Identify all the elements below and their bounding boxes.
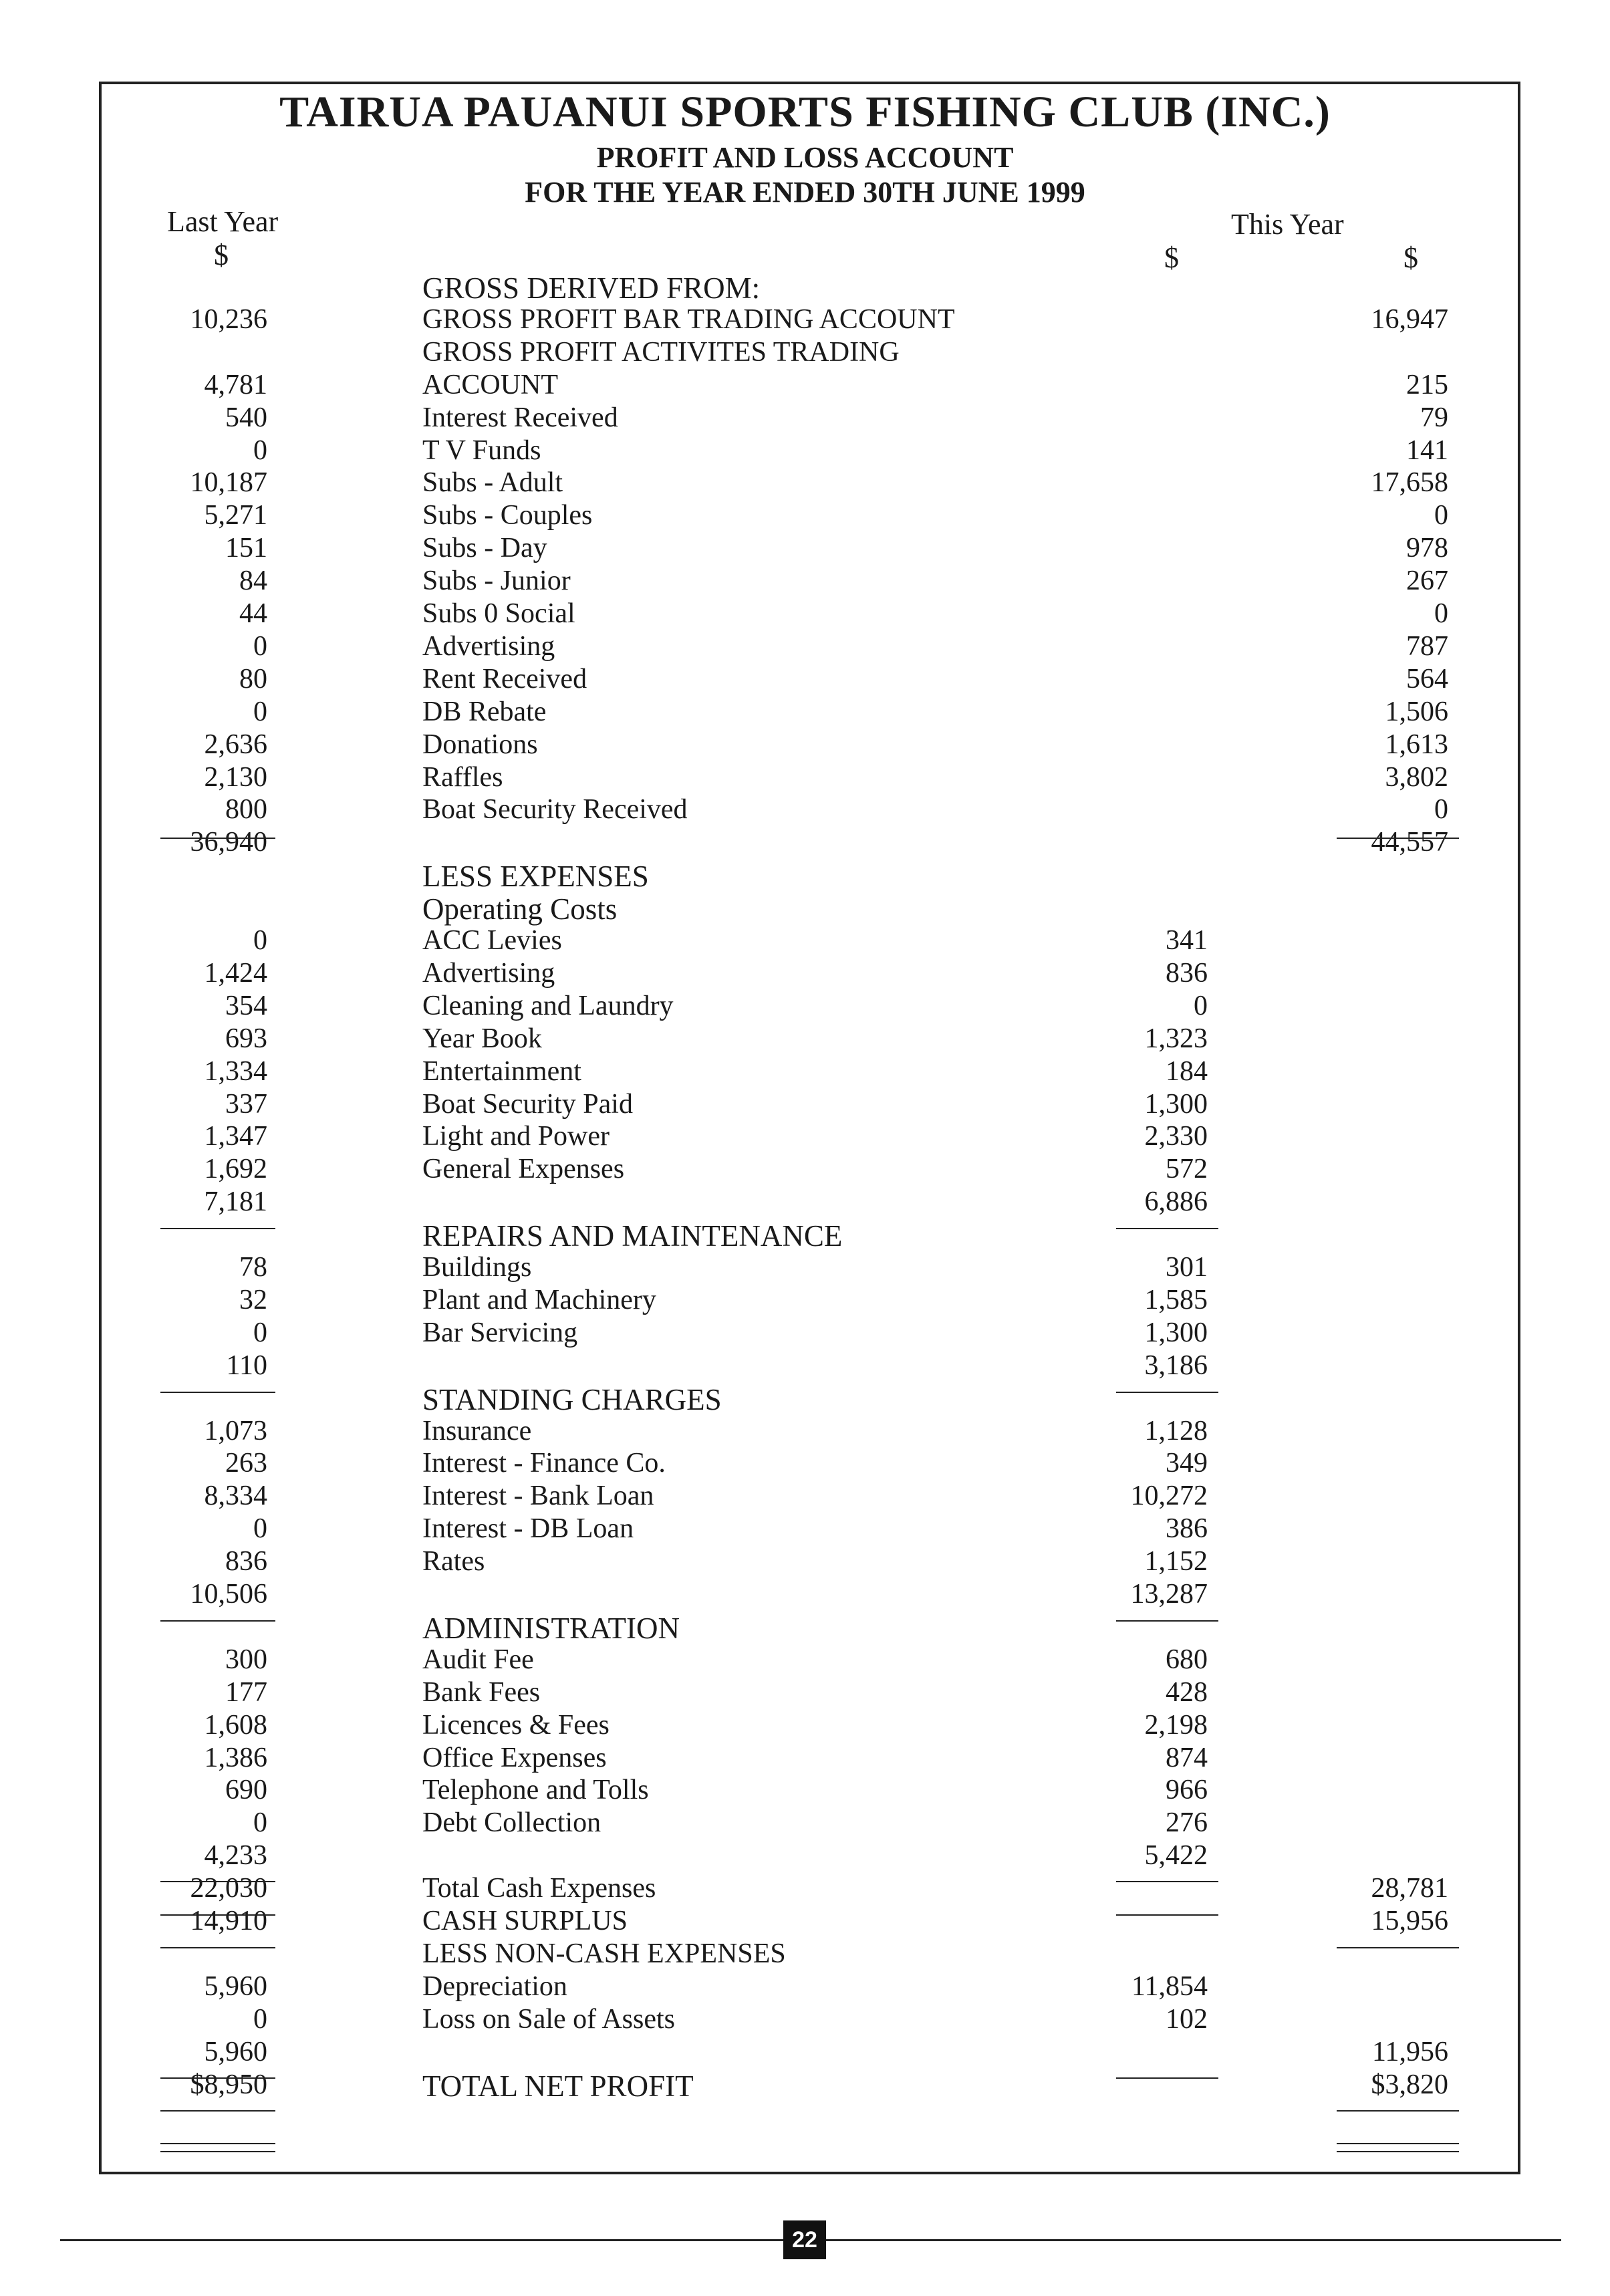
last-year-amount: 1,073: [204, 1416, 267, 1446]
rule-last-repairs: [160, 1392, 275, 1393]
rule-this-cash-surplus: [1337, 1947, 1459, 1948]
statement-row: [0, 1872, 1610, 1906]
this-year-detail-amount: 6,886: [1144, 1186, 1208, 1217]
last-year-amount: 800: [225, 794, 267, 825]
this-year-detail-amount: 1,152: [1144, 1546, 1208, 1577]
this-year-detail-amount: 572: [1166, 1154, 1208, 1184]
rule-mid-admin: [1116, 1881, 1218, 1882]
this-year-total-amount: 15,956: [1371, 1906, 1448, 1936]
line-item-label: REPAIRS AND MAINTENANCE: [422, 1219, 843, 1253]
statement-row: [0, 1905, 1610, 1938]
this-year-detail-amount: 1,128: [1144, 1416, 1208, 1446]
page-number: 22: [783, 2220, 826, 2259]
this-year-total-amount: 11,956: [1372, 2037, 1448, 2067]
last-year-amount: 151: [225, 533, 267, 563]
statement-row: [0, 729, 1610, 762]
line-item-label: Subs - Adult: [422, 467, 563, 498]
statement-row: [0, 1970, 1610, 2004]
statement-row: [0, 1611, 1610, 1644]
rule-mid-operating: [1116, 1228, 1218, 1229]
report-title: PROFIT AND LOSS ACCOUNT: [596, 141, 1014, 174]
line-item-label: Light and Power: [422, 1121, 610, 1152]
this-year-header: This Year: [1231, 208, 1344, 241]
last-year-amount: 0: [253, 1807, 267, 1838]
last-year-amount: 10,236: [190, 304, 267, 335]
line-item-label: Depreciation: [422, 1971, 567, 2002]
last-year-amount: 80: [239, 664, 267, 694]
this-year-detail-amount: 386: [1166, 1513, 1208, 1544]
statement-row: [0, 1415, 1610, 1448]
last-year-amount: 540: [225, 402, 267, 433]
rule-mid-noncash: [1116, 2077, 1218, 2079]
statement-row: [0, 1807, 1610, 1840]
statement-row: [0, 1938, 1610, 1971]
line-item-label: STANDING CHARGES: [422, 1383, 722, 1416]
this-year-total-amount: 0: [1434, 598, 1448, 629]
this-year-total-amount: 215: [1406, 370, 1448, 400]
this-year-total-amount: $3,820: [1371, 2069, 1448, 2100]
last-year-amount: 354: [225, 991, 267, 1021]
last-year-amount: 4,233: [204, 1840, 267, 1871]
this-year-total-amount: 978: [1406, 533, 1448, 563]
this-year-total-amount: 267: [1406, 565, 1448, 596]
this-year-detail-amount: 301: [1166, 1252, 1208, 1283]
statement-row: [0, 761, 1610, 795]
statement-row: [0, 924, 1610, 958]
last-year-amount: 22,030: [190, 1873, 267, 1904]
club-title: TAIRUA PAUANUI SPORTS FISHING CLUB (INC.): [279, 88, 1331, 136]
this-year-detail-amount: 3,186: [1144, 1350, 1208, 1381]
this-year-total-amount: 1,506: [1385, 696, 1448, 727]
statement-row: [0, 1055, 1610, 1089]
statement-row: [0, 1350, 1610, 1383]
line-item-label: Audit Fee: [422, 1644, 534, 1675]
last-year-amount: 5,960: [204, 2037, 267, 2067]
last-year-amount: 7,181: [204, 1186, 267, 1217]
statement-row: [0, 1447, 1610, 1481]
statement-row: [0, 1088, 1610, 1122]
statement-row: [0, 990, 1610, 1023]
this-year-total-amount: 0: [1434, 794, 1448, 825]
statement-row: [0, 303, 1610, 337]
this-year-total-amount: 1,613: [1385, 729, 1448, 760]
line-item-label: ACCOUNT: [422, 370, 559, 400]
statement-row: [0, 1120, 1610, 1154]
this-year-detail-amount: 341: [1166, 925, 1208, 956]
this-year-detail-amount: 1,323: [1144, 1023, 1208, 1054]
last-year-amount: 263: [225, 1448, 267, 1479]
this-year-total-amount: 16,947: [1371, 304, 1448, 335]
last-year-amount: 0: [253, 925, 267, 956]
line-item-label: Rates: [422, 1546, 485, 1577]
this-year-detail-amount: 874: [1166, 1743, 1208, 1773]
line-item-label: Interest - DB Loan: [422, 1513, 634, 1544]
line-item-label: Entertainment: [422, 1056, 581, 1087]
statement-row: [0, 1251, 1610, 1285]
rule-mid-repairs: [1116, 1392, 1218, 1393]
last-year-amount: 690: [225, 1775, 267, 1805]
this-year-detail-amount: 680: [1166, 1644, 1208, 1675]
last-year-amount: 110: [226, 1350, 267, 1381]
line-item-label: Insurance: [422, 1416, 532, 1446]
line-item-label: LESS NON-CASH EXPENSES: [422, 1938, 786, 1969]
last-year-amount: $8,950: [190, 2069, 267, 2100]
line-item-label: General Expenses: [422, 1154, 625, 1184]
last-year-amount: 10,187: [190, 467, 267, 498]
rule-last-total-expenses: [160, 1914, 275, 1916]
rule-this-subtotal: [1337, 2110, 1459, 2112]
rule-this-netprofit-1: [1337, 2143, 1459, 2144]
line-item-label: Rent Received: [422, 664, 587, 694]
statement-row: [0, 1774, 1610, 1807]
last-year-amount: 1,608: [204, 1710, 267, 1741]
this-year-detail-amount: 5,422: [1144, 1840, 1208, 1871]
this-year-detail-amount: 1,300: [1144, 1089, 1208, 1120]
last-year-amount: 0: [253, 1317, 267, 1348]
last-year-amount: 0: [253, 1513, 267, 1544]
last-year-amount: 5,271: [204, 500, 267, 531]
rule-last-netprofit-2: [160, 2151, 275, 2152]
statement-row: [0, 957, 1610, 991]
last-year-amount: 300: [225, 1644, 267, 1675]
this-year-detail-amount: 428: [1166, 1677, 1208, 1708]
statement-row: [0, 1742, 1610, 1775]
rule-last-subtotal: [160, 2110, 275, 2112]
statement-row: [0, 1545, 1610, 1579]
last-year-amount: 1,386: [204, 1743, 267, 1773]
footer-rule-right: [826, 2239, 1561, 2241]
statement-row: [0, 663, 1610, 696]
line-item-label: TOTAL NET PROFIT: [422, 2069, 694, 2103]
last-year-amount: 0: [253, 631, 267, 662]
this-year-detail-amount: 10,272: [1130, 1481, 1208, 1511]
last-year-amount: 84: [239, 565, 267, 596]
this-year-detail-amount: 966: [1166, 1775, 1208, 1805]
mid-currency: $: [1164, 241, 1179, 274]
rule-last-netprofit-1: [160, 2143, 275, 2144]
line-item-label: Buildings: [422, 1252, 532, 1283]
statement-row: [0, 369, 1610, 402]
this-year-detail-amount: 1,585: [1144, 1285, 1208, 1315]
this-year-total-amount: 17,658: [1371, 467, 1448, 498]
line-item-label: GROSS DERIVED FROM:: [422, 271, 761, 305]
this-year-detail-amount: 349: [1166, 1448, 1208, 1479]
statement-row: [0, 2036, 1610, 2069]
last-year-amount: 337: [225, 1089, 267, 1120]
line-item-label: LESS EXPENSES: [422, 860, 649, 893]
line-item-label: DB Rebate: [422, 696, 547, 727]
line-item-label: ACC Levies: [422, 925, 562, 956]
statement-row: [0, 499, 1610, 533]
this-year-detail-amount: 102: [1166, 2004, 1208, 2035]
this-year-total-amount: 141: [1406, 435, 1448, 466]
line-item-label: GROSS PROFIT ACTIVITES TRADING: [422, 337, 900, 368]
line-item-label: Interest - Bank Loan: [422, 1481, 654, 1511]
line-item-label: Donations: [422, 729, 538, 760]
statement-row: [0, 532, 1610, 565]
statement-row: [0, 1513, 1610, 1546]
last-year-amount: 14,910: [190, 1906, 267, 1936]
rule-mid-standing: [1116, 1620, 1218, 1622]
last-year-header: Last Year: [167, 205, 279, 238]
rule-last-cash-surplus: [160, 1947, 275, 1948]
statement-row: [0, 434, 1610, 468]
line-item-label: Plant and Machinery: [422, 1285, 656, 1315]
line-item-label: Advertising: [422, 958, 555, 989]
last-year-amount: 0: [253, 696, 267, 727]
line-item-label: Cleaning and Laundry: [422, 991, 674, 1021]
this-year-detail-amount: 836: [1166, 958, 1208, 989]
line-item-label: Year Book: [422, 1023, 542, 1054]
statement-row: [0, 1676, 1610, 1710]
last-year-amount: 36,940: [190, 827, 267, 858]
rule-this-netprofit-2: [1337, 2151, 1459, 2152]
statement-row: [0, 1480, 1610, 1513]
line-item-label: Subs - Junior: [422, 565, 571, 596]
this-year-total-amount: 3,802: [1385, 762, 1448, 793]
statement-row: [0, 630, 1610, 664]
this-currency: $: [1403, 241, 1418, 274]
rule-last-admin: [160, 1881, 275, 1882]
statement-row: [0, 826, 1610, 860]
line-item-label: Office Expenses: [422, 1743, 607, 1773]
last-year-amount: 4,781: [204, 370, 267, 400]
last-year-amount: 44: [239, 598, 267, 629]
line-item-label: Loss on Sale of Assets: [422, 2004, 675, 2035]
line-item-label: CASH SURPLUS: [422, 1906, 628, 1936]
statement-row: [0, 402, 1610, 435]
line-item-label: Subs 0 Social: [422, 598, 575, 629]
statement-row: [0, 1186, 1610, 1219]
last-year-amount: 2,130: [204, 762, 267, 793]
last-year-amount: 2,636: [204, 729, 267, 760]
line-item-label: Subs - Couples: [422, 500, 593, 531]
line-item-label: Interest Received: [422, 402, 618, 433]
this-year-detail-amount: 276: [1166, 1807, 1208, 1838]
line-item-label: Advertising: [422, 631, 555, 662]
rule-last-operating: [160, 1228, 275, 1229]
line-item-label: Operating Costs: [422, 892, 618, 926]
statement-row: [0, 1153, 1610, 1186]
statement-row: [0, 1839, 1610, 1873]
this-year-detail-amount: 13,287: [1130, 1579, 1208, 1610]
rule-this-income: [1337, 838, 1459, 839]
statement-row: [0, 598, 1610, 631]
line-item-label: Bar Servicing: [422, 1317, 578, 1348]
rule-last-standing: [160, 1620, 275, 1622]
last-year-amount: 693: [225, 1023, 267, 1054]
this-year-total-amount: 0: [1434, 500, 1448, 531]
line-item-label: GROSS PROFIT BAR TRADING ACCOUNT: [422, 304, 955, 335]
last-year-amount: 8,334: [204, 1481, 267, 1511]
report-period: FOR THE YEAR ENDED 30TH JUNE 1999: [525, 176, 1085, 209]
statement-row: [0, 1644, 1610, 1677]
line-item-label: Bank Fees: [422, 1677, 541, 1708]
statement-row: [0, 1219, 1610, 1252]
statement-row: [0, 1382, 1610, 1416]
this-year-total-amount: 28,781: [1371, 1873, 1448, 1904]
last-year-amount: 0: [253, 2004, 267, 2035]
last-year-amount: 1,424: [204, 958, 267, 989]
last-year-amount: 1,334: [204, 1056, 267, 1087]
footer-rule-left: [60, 2239, 783, 2241]
rule-last-income: [160, 838, 275, 839]
this-year-total-amount: 787: [1406, 631, 1448, 662]
rule-last-noncash: [160, 2077, 275, 2079]
line-item-label: T V Funds: [422, 435, 541, 466]
last-year-amount: 1,692: [204, 1154, 267, 1184]
statement-row: [0, 1578, 1610, 1612]
last-year-amount: 5,960: [204, 1971, 267, 2002]
this-year-total-amount: 564: [1406, 664, 1448, 694]
line-item-label: Debt Collection: [422, 1807, 601, 1838]
statement-row: [0, 1709, 1610, 1743]
statement-row: [0, 2003, 1610, 2037]
this-year-detail-amount: 0: [1194, 991, 1208, 1021]
line-item-label: Total Cash Expenses: [422, 1873, 656, 1904]
last-year-amount: 10,506: [190, 1579, 267, 1610]
last-year-amount: 78: [239, 1252, 267, 1283]
statement-row: [0, 565, 1610, 598]
this-year-detail-amount: 184: [1166, 1056, 1208, 1087]
statement-row: [0, 1317, 1610, 1350]
rule-mid-total-expenses: [1116, 1914, 1218, 1916]
statement-row: [0, 467, 1610, 500]
statement-row: [0, 892, 1610, 925]
this-year-detail-amount: 11,854: [1131, 1971, 1208, 2002]
statement-row: [0, 696, 1610, 729]
last-year-amount: 177: [225, 1677, 267, 1708]
statement-row: [0, 1284, 1610, 1317]
line-item-label: Raffles: [422, 762, 503, 793]
last-year-amount: 836: [225, 1546, 267, 1577]
statement-row: [0, 793, 1610, 827]
statement-row: [0, 1023, 1610, 1056]
statement-row: [0, 2069, 1610, 2102]
line-item-label: Boat Security Received: [422, 794, 688, 825]
last-year-currency: $: [214, 239, 229, 271]
statement-row: [0, 336, 1610, 370]
statement-row: [0, 271, 1610, 304]
this-year-total-amount: 79: [1420, 402, 1448, 433]
this-year-total-amount: 44,557: [1371, 827, 1448, 858]
line-item-label: Subs - Day: [422, 533, 547, 563]
last-year-amount: 1,347: [204, 1121, 267, 1152]
this-year-detail-amount: 1,300: [1144, 1317, 1208, 1348]
line-item-label: ADMINISTRATION: [422, 1612, 680, 1645]
line-item-label: Interest - Finance Co.: [422, 1448, 666, 1479]
this-year-detail-amount: 2,330: [1144, 1121, 1208, 1152]
statement-row: [0, 859, 1610, 892]
last-year-amount: 0: [253, 435, 267, 466]
this-year-detail-amount: 2,198: [1144, 1710, 1208, 1741]
line-item-label: Telephone and Tolls: [422, 1775, 649, 1805]
last-year-amount: 32: [239, 1285, 267, 1315]
line-item-label: Licences & Fees: [422, 1710, 610, 1741]
line-item-label: Boat Security Paid: [422, 1089, 633, 1120]
